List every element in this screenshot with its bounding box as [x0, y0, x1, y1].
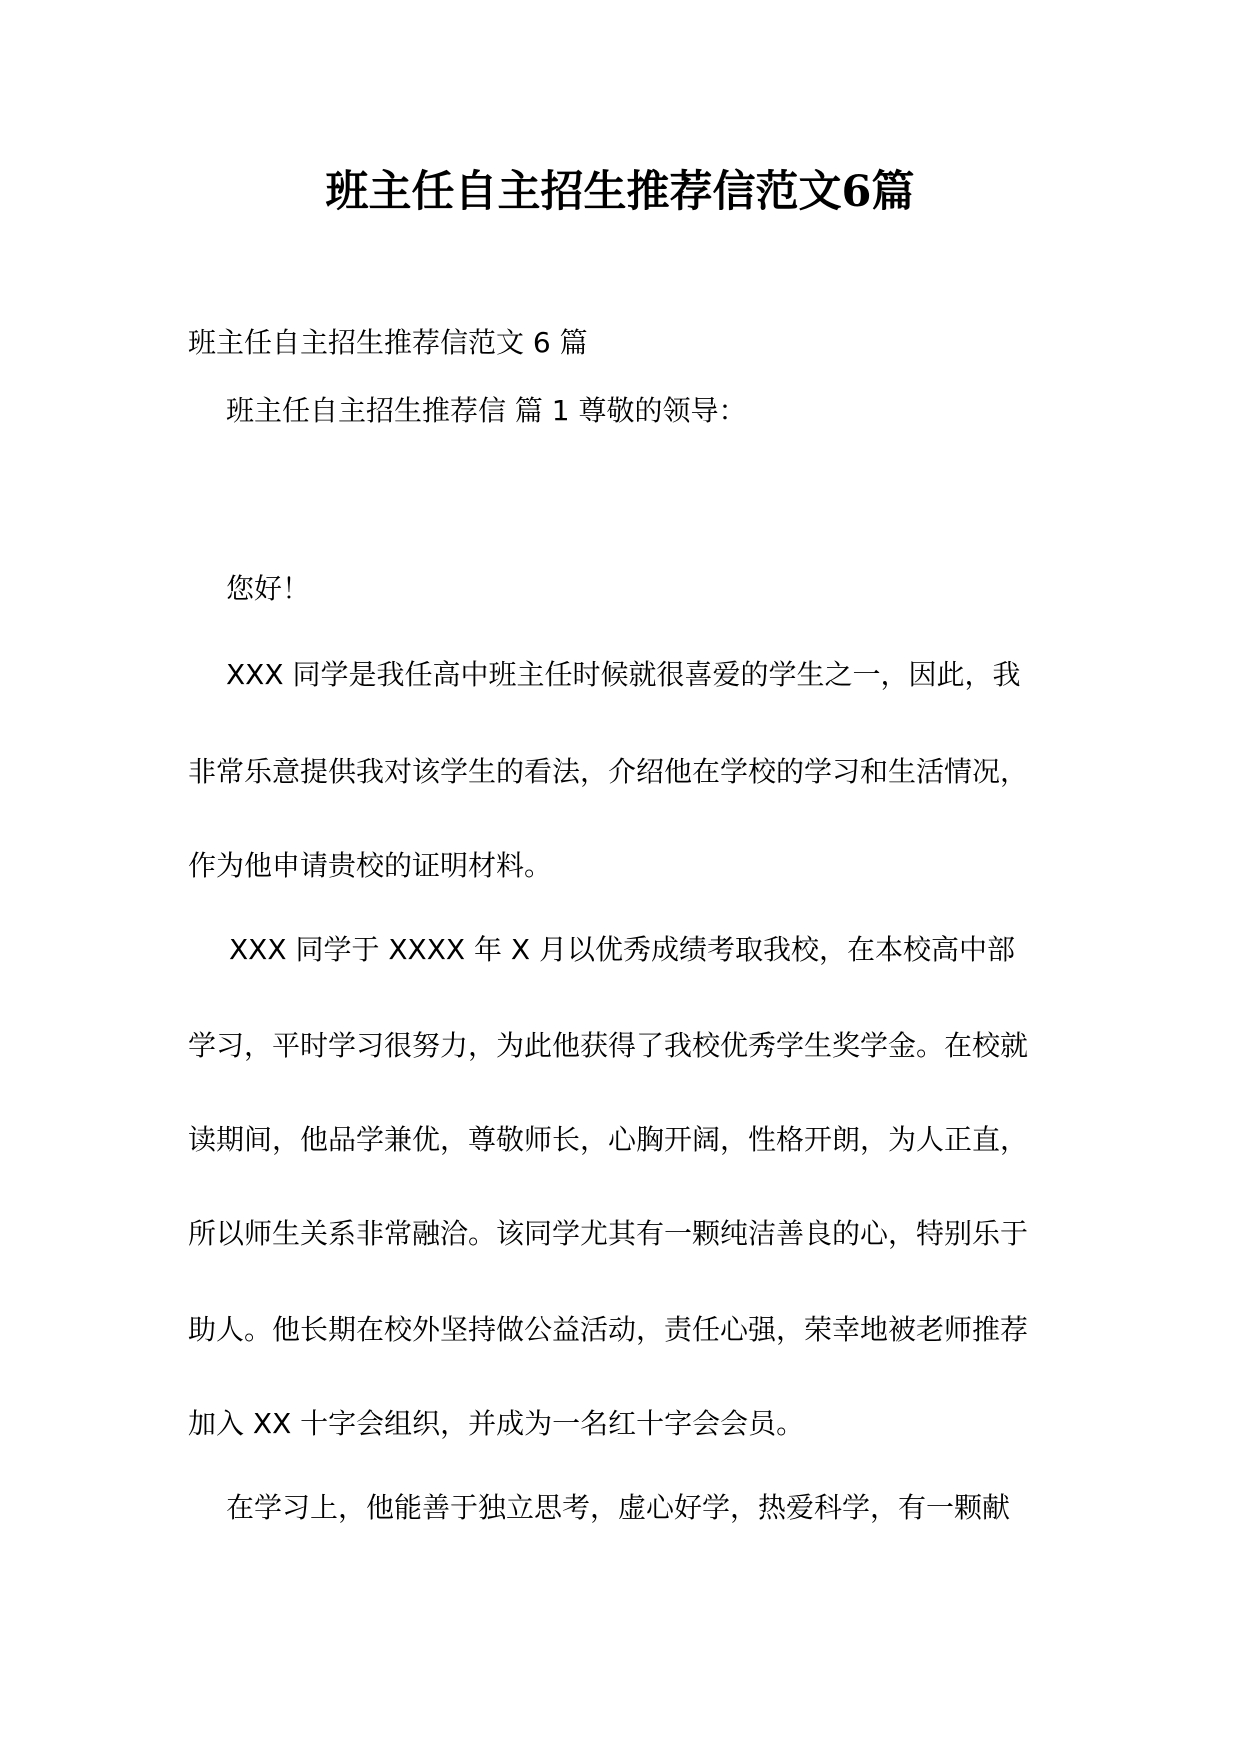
greeting-line: 您好！ — [226, 572, 311, 605]
paragraph-line: 学习，平时学习很努力，为此他获得了我校优秀学生奖学金。在校就 — [188, 1029, 1029, 1062]
paragraph-line: 在学习上，他能善于独立思考，虚心好学，热爱科学，有一颗献 — [226, 1491, 1011, 1524]
paragraph-line: 作为他申请贵校的证明材料。 — [188, 849, 553, 882]
subtitle-line: 班主任自主招生推荐信范文 6 篇 — [188, 326, 588, 359]
paragraph-line: 加入 XX 十字会组织，并成为一名红十字会会员。 — [188, 1407, 805, 1440]
paragraph-line: 读期间，他品学兼优，尊敬师长，心胸开阔，性格开朗，为人正直， — [188, 1123, 1029, 1156]
letter-heading-line: 班主任自主招生推荐信 篇 1 尊敬的领导： — [226, 394, 747, 427]
paragraph-line: 所以师生关系非常融洽。该同学尤其有一颗纯洁善良的心，特别乐于 — [188, 1217, 1029, 1250]
paragraph-line: 非常乐意提供我对该学生的看法，介绍他在学校的学习和生活情况， — [188, 755, 1029, 788]
paragraph-line: XXX 同学于 XXXX 年 X 月以优秀成绩考取我校，在本校高中部 — [229, 933, 1015, 966]
paragraph-line: 助人。他长期在校外坚持做公益活动，责任心强，荣幸地被老师推荐 — [188, 1313, 1029, 1346]
paragraph-line: XXX 同学是我任高中班主任时候就很喜爱的学生之一，因此，我 — [226, 658, 1021, 691]
document-title: 班主任自主招生推荐信范文6篇 — [325, 167, 915, 217]
